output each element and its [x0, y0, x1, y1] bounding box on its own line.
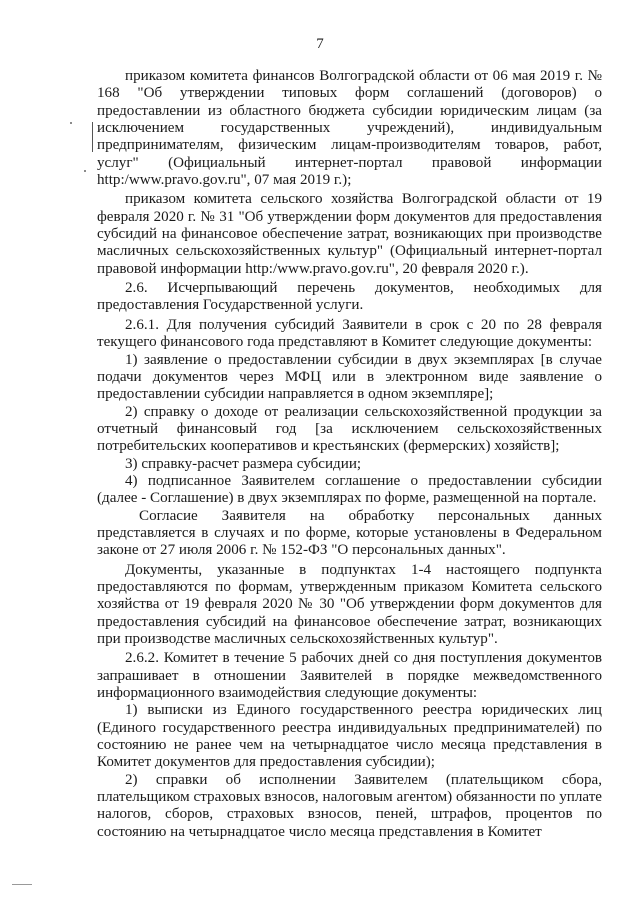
scan-speck [84, 170, 86, 172]
paragraph-section-2-6-1: 2.6.1. Для получения субсидий Заявители в срок с 20 по 28 февраля текущего финансового года представляют в Комитет следующие документы: [97, 316, 602, 351]
document-body [97, 68, 602, 841]
paragraph-order-agriculture-committee: приказом комитета сельского хозяйства Волгоградской области от 19 февраля 2020 г. № 31 "Об утверждении форм документов для предоставления субсидий на финансовое обеспечение затрат, возникающих при производстве масличных сельскохозяйственных культур" (Официальный интернет-портал правовой информации http:/www.pravo.gov.ru", 20 февраля 2020 г.). [97, 191, 602, 277]
scan-speck [70, 122, 72, 124]
paragraph-order-finance-committee: приказом комитета финансов Волгоградской области от 06 мая 2019 г. № 168 "Об утверждении типовых форм соглашений (договоров) о предоставлении из областного бюджета субсидии юридическим лицам (за исключением государственных учреждений), индивидуальным предпринимателям, физическим лицам-производителям товаров, работ, услуг" (Официальный интернет-портал правовой информации http:/www.pravo.gov.ru", 07 мая 2019 г.); [97, 68, 602, 189]
page-number: 7 [316, 36, 324, 52]
scan-margin-mark [92, 122, 93, 152]
list-item-calculation: 3) справку-расчет размера субсидии; [125, 455, 362, 472]
paragraph-section-2-6: 2.6. Исчерпывающий перечень документов, необходимых для предоставления Государственной услуги. [97, 280, 602, 314]
paragraph-section-2-6-2: 2.6.2. Комитет в течение 5 рабочих дней со дня поступления документов запрашивает в отношении Заявителей в порядке межведомственного информационного взаимодействия следующие документы: [97, 650, 602, 702]
scan-edge-mark [12, 884, 32, 885]
list-item-registry-extract: 1) выписки из Единого государственного реестра юридических лиц (Единого государственного реестра индивидуальных предпринимателей) по состоянию не ранее чем на четырнадцатое число месяца представления в Комитет документов для предоставления субсидии); [97, 702, 602, 771]
paragraph-document-forms: Документы, указанные в подпунктах 1-4 настоящего подпункта предоставляются по формам, утвержденным приказом Комитета сельского хозяйства от 19 февраля 2020 № 30 "Об утверждении форм документов для предоставления субсидий на финансовое обеспечение затрат, возникающих при производстве масличных сельскохозяйственных культур". [97, 561, 602, 647]
list-item-agreement: 4) подписанное Заявителем соглашение о предоставлении субсидии (далее - Соглашение) в двух экземплярах по форме, размещенной на портале. [97, 472, 602, 507]
list-item-application: 1) заявление о предоставлении субсидии в двух экземплярах [в случае подачи документов через МФЦ или в электронном виде заявление о предоставлении субсидии направляется в одном экземпляре]; [97, 351, 602, 403]
list-item-income-certificate: 2) справку о доходе от реализации сельскохозяйственной продукции за отчетный финансовый год [за исключением сельскохозяйственных потребительских кооперативов и крестьянских (фермерских) хозяйств]; [97, 403, 602, 455]
paragraph-personal-data-consent: Согласие Заявителя на обработку персональных данных представляется в случаях и по форме, которые установлены в Федеральном законе от 27 июля 2006 г. № 152-ФЗ "О персональных данных". [97, 507, 602, 559]
list-item-tax-certificate: 2) справки об исполнении Заявителем (плательщиком сбора, плательщиком страховых взносов, налоговым агентом) обязанности по уплате налогов, сборов, страховых взносов, пеней, штрафов, процентов по состоянию на четырнадцатое число месяца представления в Комитет [97, 771, 602, 840]
